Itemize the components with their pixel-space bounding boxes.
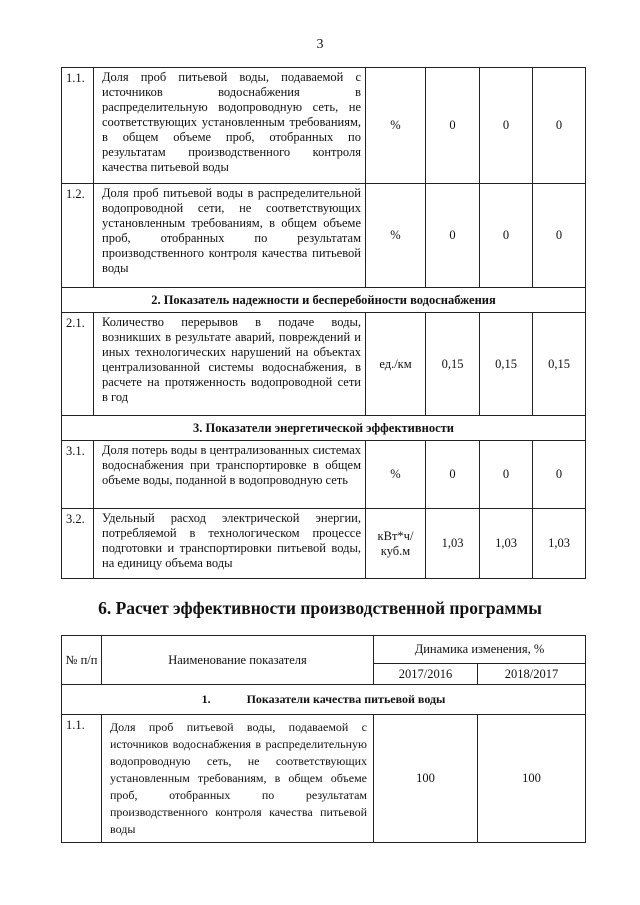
row-number: 1.1.: [62, 68, 94, 184]
header-col-2017-2016: 2017/2016: [374, 664, 478, 685]
value-cell: 0: [533, 441, 586, 509]
value-cell: 0: [480, 441, 533, 509]
header-dynamics: Динамика изменения, %: [374, 636, 586, 664]
indicator-description: Доля проб питьевой воды, подаваемой с источников водоснабжения в распределительную водопроводную сеть, не соответствующих установленным требованиям, в общем объеме проб, отобранных по результатам производственного контроля качества питьевой воды: [94, 68, 366, 184]
table2-row: [62, 715, 586, 843]
indicator-description: Доля потерь воды в централизованных системах водоснабжения при транспортировке в общем объеме воды, поданной в водопроводную сеть: [94, 441, 366, 509]
table-row: [62, 68, 586, 184]
indicators-table: [61, 67, 586, 579]
table-row: [62, 184, 586, 288]
value-cell: 0: [533, 184, 586, 288]
table2-section-title: Показатели качества питьевой воды: [246, 692, 446, 706]
header-name: Наименование показателя: [102, 636, 374, 685]
unit-cell: %: [366, 68, 426, 184]
row-number: 2.1.: [62, 313, 94, 416]
table2-row-num: 1.1.: [62, 715, 102, 843]
value-cell: 1,03: [533, 509, 586, 579]
value-cell: 0: [426, 184, 480, 288]
value-cell: 0: [480, 184, 533, 288]
table-row: [62, 313, 586, 416]
header-num: № п/п: [62, 636, 102, 685]
table-row: [62, 441, 586, 509]
row-number: 3.1.: [62, 441, 94, 509]
value-cell: 0,15: [533, 313, 586, 416]
table2-section-number: 1.: [201, 692, 211, 706]
value-cell: 0,15: [426, 313, 480, 416]
value-cell: 0: [426, 68, 480, 184]
header-col-2018-2017: 2018/2017: [478, 664, 586, 685]
table2-row-v2: 100: [478, 715, 586, 843]
value-cell: 1,03: [426, 509, 480, 579]
unit-cell: %: [366, 441, 426, 509]
section-title: 2. Показатель надежности и бесперебойности водоснабжения: [62, 288, 586, 313]
table2-section-row: [62, 685, 586, 715]
indicator-description: Количество перерывов в подаче воды, возникших в результате аварий, повреждений и иных технологических нарушений на объектах централизованной системы водоснабжения, в расчете на протяженность водопроводной сети в год: [94, 313, 366, 416]
efficiency-table: [61, 635, 586, 843]
table-row: [62, 509, 586, 579]
value-cell: 1,03: [480, 509, 533, 579]
section-6-title: 6. Расчет эффективности производственной программы: [98, 598, 542, 618]
row-number: 1.2.: [62, 184, 94, 288]
value-cell: 0: [426, 441, 480, 509]
table2-row-v1: 100: [374, 715, 478, 843]
section-row: [62, 288, 586, 313]
row-number: 3.2.: [62, 509, 94, 579]
unit-cell: %: [366, 184, 426, 288]
value-cell: 0,15: [480, 313, 533, 416]
value-cell: 0: [480, 68, 533, 184]
indicator-description: Доля проб питьевой воды в распределительной водопроводной сети, не соответствующих установленным требованиям, в общем объеме проб, отобранных по результатам производственного контроля качества питьевой воды: [94, 184, 366, 288]
value-cell: 0: [533, 68, 586, 184]
section-title: 3. Показатели энергетической эффективности: [62, 416, 586, 441]
indicator-description: Удельный расход электрической энергии, потребляемой в технологическом процессе подготовки и транспортировки питьевой воды, на единицу объема воды: [94, 509, 366, 579]
table2-row-desc: Доля проб питьевой воды, подаваемой с источников водоснабжения в распределительную водопроводную сеть, не соответствующих установленным требованиям, в общем объеме проб, отобранных по результатам производственного контроля качества питьевой воды: [102, 715, 374, 843]
section-row: [62, 416, 586, 441]
unit-cell: ед./км: [366, 313, 426, 416]
page-number: 3: [316, 37, 324, 52]
unit-cell: кВт*ч/ куб.м: [366, 509, 426, 579]
